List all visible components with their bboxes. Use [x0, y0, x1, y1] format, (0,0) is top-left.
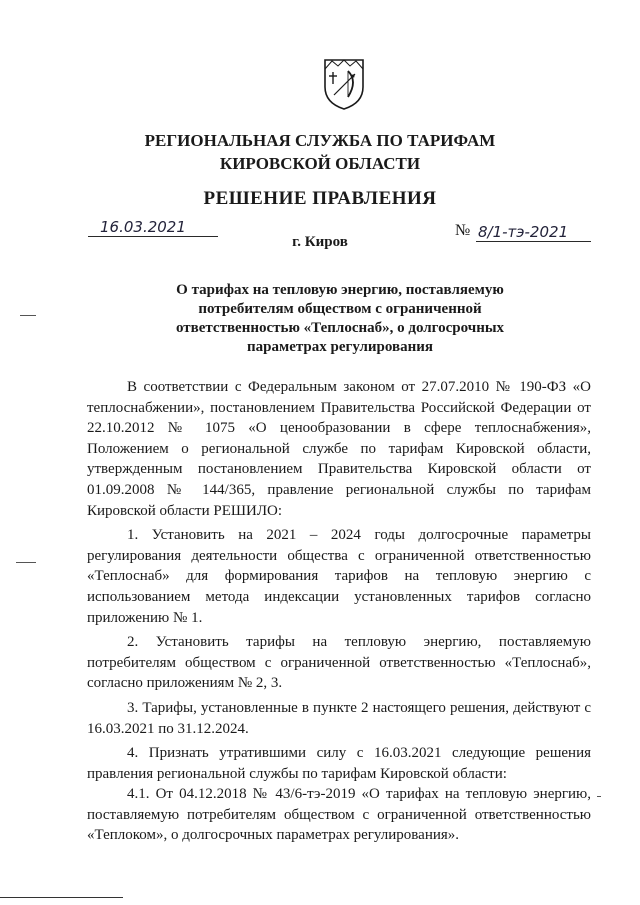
- decision-subject: [140, 281, 540, 357]
- coat-of-arms-emblem: [322, 57, 366, 111]
- city-label: г. Киров: [292, 234, 348, 250]
- clause-4: 4. Признать утратившими силу с 16.03.2021 следующие решения правления региональной службы по тарифам Кировской области:: [87, 745, 591, 782]
- agency-name-line2: КИРОВСКОЙ ОБЛАСТИ: [219, 154, 421, 173]
- preamble-paragraph: В соответствии с Федеральным законом от 27.07.2010 № 190-ФЗ «О теплоснабжении», постановлением Правительства Российской Федерации от 22.10.2012 № 1075 «О ценообразовании в сфере теплоснабжения», Положением о региональной службе по тарифам Кировской области, утвержденным постановлением Правительства Кировской области от 01.09.2008 № 144/365, правление региональной службы по тарифам Кировской области РЕШИЛО:: [87, 379, 591, 519]
- decision-title: РЕШЕНИЕ ПРАВЛЕНИЯ: [203, 188, 437, 209]
- clause-3: 3. Тарифы, установленные в пункте 2 настоящего решения, действуют с 16.03.2021 по 31.12.2024.: [87, 699, 591, 737]
- margin-mark: [20, 315, 36, 316]
- subject-line: ответственностью «Теплоснаб», о долгосрочных: [175, 320, 505, 336]
- clause-4-1: 4.1. От 04.12.2018 № 43/6-тэ-2019 «О тарифах на тепловую энергию, поставляемую потребителям обществом с ограниченной ответственностью «Теплоком», о долгосрочных параметрах регулирования».: [87, 786, 591, 844]
- subject-line: О тарифах на тепловую энергию, поставляемую: [176, 282, 504, 298]
- subject-line: потребителям обществом с ограниченной: [198, 301, 482, 317]
- clause-2: 2. Установить тарифы на тепловую энергию, поставляемую потребителям обществом с ограниченной ответственностью «Теплоснаб», согласно приложениям № 2, 3.: [87, 634, 591, 692]
- handwritten-decision-number: 8/1-тэ-2021: [478, 223, 569, 241]
- agency-name-line1: РЕГИОНАЛЬНАЯ СЛУЖБА ПО ТАРИФАМ: [144, 131, 496, 150]
- subject-line: параметрах регулирования: [247, 339, 433, 355]
- margin-mark: [597, 796, 601, 797]
- footer-rule: [0, 897, 123, 898]
- handwritten-date: 16.03.2021: [100, 218, 186, 236]
- number-sign: №: [455, 222, 471, 239]
- clause-1: 1. Установить на 2021 – 2024 годы долгосрочные параметры регулирования деятельности общества с ограниченной ответственностью «Теплоснаб» для формирования тарифов на тепловую энергию с использованием метода индексации установленных тарифов согласно приложению № 1.: [87, 527, 591, 626]
- margin-mark: [16, 562, 36, 563]
- decision-body: [87, 377, 591, 846]
